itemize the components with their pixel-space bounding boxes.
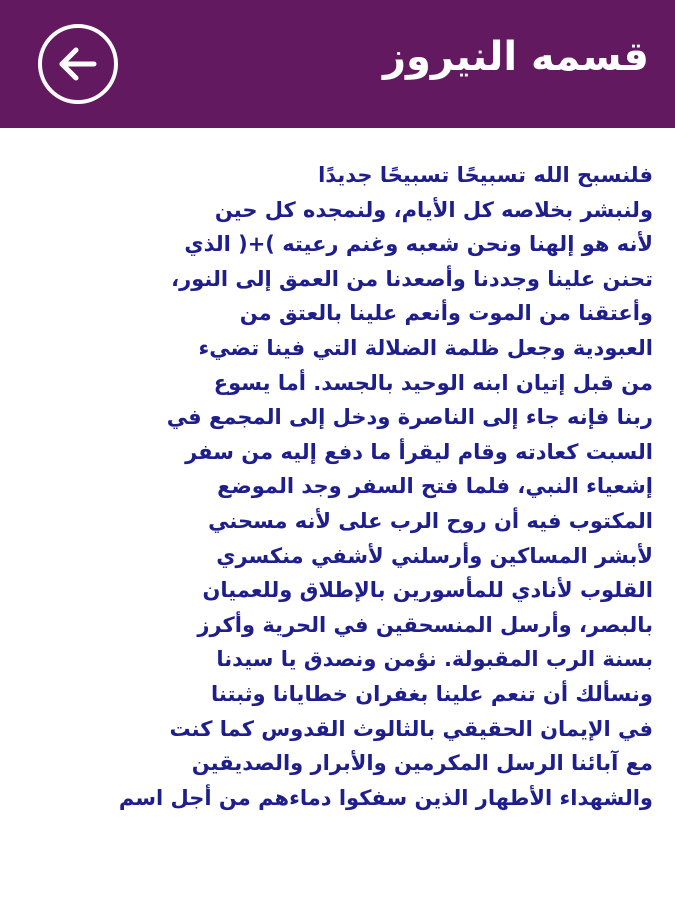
text-line: بالبصر، وأرسل المنسحقين في الحرية وأكرز [197,612,653,637]
back-button[interactable] [38,24,118,104]
text-line: لأنه هو إلهنا ونحن شعبه وغنم رعيته )+( الذي [184,232,653,257]
text-line: بسنة الرب المقبولة. نؤمن ونصدق يا سيدنا [216,647,653,672]
arrow-left-icon [56,42,100,86]
text-line: مع آبائنا الرسل المكرمين والأبرار والصديقين [191,751,653,776]
text-line: فلنسبح الله تسبيحًا تسبيحًا جديدًا [318,163,653,187]
text-line: ربنا فإنه جاء إلى الناصرة ودخل إلى المجمع في [166,405,653,430]
text-line: السبت كعادته وقام ليقرأ ما دفع إليه من سفر [185,439,653,464]
app-header [0,0,675,128]
text-line: ونسألك أن تنعم علينا بغفران خطايانا وثبتنا [211,681,653,706]
text-line: إشعياء النبي، فلما فتح السفر وجد الموضع [217,474,653,499]
content-area[interactable] [0,128,675,900]
text-line: في الإيمان الحقيقي بالثالوث القدوس كما كنت [169,716,653,741]
page-title: قسمه النيروز [382,34,649,80]
text-line: وأعتقنا من الموت وأنعم علينا بالعتق من [239,301,653,326]
text-line: ولنبشر بخلاصه كل الأيام، ولنمجده كل حين [214,197,653,222]
text-line: القلوب لأنادي للمأسورين بالإطلاق وللعميان [202,578,653,603]
text-line: والشهداء الأطهار الذين سفكوا دماءهم من أجل اسم [118,785,653,810]
text-line: تحنن علينا وجددنا وأصعدنا من العمق إلى النور، [171,266,653,291]
prayer-text [93,158,653,815]
text-line: العبودية وجعل ظلمة الضلالة التي فينا تضيء [198,335,653,360]
text-line: من قبل إتيان ابنه الوحيد بالجسد. أما يسوع [213,370,653,395]
text-line: لأبشر المساكين وأرسلني لأشفي منكسري [216,543,653,568]
text-line: المكتوب فيه أن روح الرب على لأنه مسحني [208,508,653,533]
